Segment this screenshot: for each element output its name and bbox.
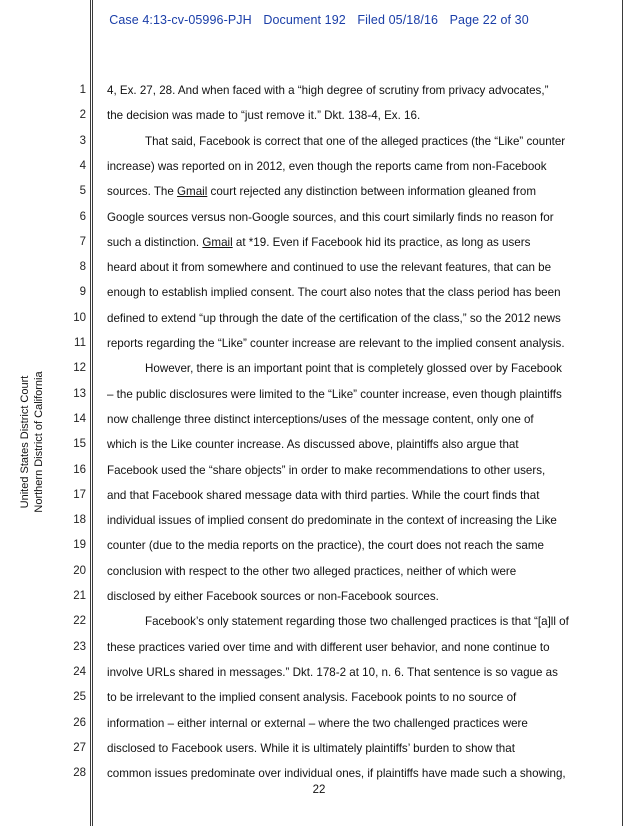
text-line: reports regarding the “Like” counter increase are relevant to the implied consent analysis. xyxy=(107,337,565,350)
page-number: 22 xyxy=(312,784,326,796)
text-line: That said, Facebook is correct that one of the alleged practices (the “Like” counter xyxy=(145,134,566,148)
text-line: information – either internal or external – where the two challenged practices were xyxy=(107,716,528,730)
case-citation-gmail: Gmail xyxy=(177,185,208,199)
line-number: 18 xyxy=(73,514,86,527)
line-number: 19 xyxy=(73,539,86,552)
text-line: defined to extend “up through the date of the certification of the class,” so the 2012 news xyxy=(107,311,561,325)
case-citation-gmail: Gmail xyxy=(202,235,233,249)
text-line: counter (due to the media reports on the practice), the court does not reach the same xyxy=(107,539,544,553)
text-line xyxy=(107,236,603,249)
court-sidebar xyxy=(8,352,56,532)
margin-rule-right xyxy=(622,0,623,826)
line-number: 24 xyxy=(73,665,86,678)
text-fragment: such a distinction. xyxy=(107,235,203,249)
line-number: 14 xyxy=(73,412,86,425)
text-line: to be irrelevant to the implied consent analysis. Facebook points to no source of xyxy=(107,691,517,705)
text-line: which is the Like counter increase. As discussed above, plaintiffs also argue that xyxy=(107,438,519,452)
text-line: 4, Ex. 27, 28. And when faced with a “high degree of scrutiny from privacy advocates,” xyxy=(107,84,549,97)
text-line: and that Facebook shared message data with third parties. While the court finds that xyxy=(107,488,540,502)
text-line: Facebook’s only statement regarding those two challenged practices is that “[a]ll of xyxy=(145,615,569,629)
text-line: individual issues of implied consent do predominate in the context of increasing the Like xyxy=(107,514,557,528)
text-line: Facebook used the “share objects” in order to make recommendations to other users, xyxy=(107,463,546,477)
margin-rule-left-2 xyxy=(92,0,93,826)
text-fragment: sources. The xyxy=(107,185,178,199)
text-line: enough to establish implied consent. The court also notes that the class period has been xyxy=(107,286,561,300)
text-line: involve URLs shared in messages.” Dkt. 178-2 at 10, n. 6. That sentence is so vague as xyxy=(107,665,558,679)
case-number: Case 4:13-cv-05996-PJH xyxy=(109,13,252,27)
text-line: common issues predominate over individual ones, if plaintiffs have made such a showing, xyxy=(107,767,566,781)
text-line: heard about it from somewhere and continued to use the relevant features, that can be xyxy=(107,261,552,275)
line-number: 11 xyxy=(74,337,86,349)
line-number: 6 xyxy=(79,210,86,223)
line-number: 4 xyxy=(79,159,86,172)
line-number: 9 xyxy=(79,286,86,299)
text-line: the decision was made to “just remove it.” Dkt. 138-4, Ex. 16. xyxy=(107,109,421,123)
text-line: disclosed by either Facebook sources or non-Facebook sources. xyxy=(107,590,439,603)
line-number: 26 xyxy=(73,716,86,729)
line-number: 17 xyxy=(73,488,86,501)
line-number: 3 xyxy=(79,134,86,147)
court-name: United States District Court xyxy=(19,375,31,509)
court-name-rotated xyxy=(18,352,46,532)
line-number: 15 xyxy=(73,438,86,451)
text-line: disclosed to Facebook users. While it is ultimately plaintiffs’ burden to show that xyxy=(107,741,515,755)
text-line xyxy=(107,185,603,198)
line-number: 25 xyxy=(73,691,86,704)
text-line: – the public disclosures were limited to the “Like” counter increase, even though plaintiffs xyxy=(107,387,562,401)
line-number: 22 xyxy=(73,615,86,628)
line-number: 1 xyxy=(79,84,86,96)
text-line: now challenge three distinct interceptions/uses of the message content, only one of xyxy=(107,412,534,426)
line-number: 13 xyxy=(73,387,86,400)
page-indicator: Page 22 of 30 xyxy=(449,13,529,27)
line-number: 23 xyxy=(73,640,86,653)
line-number: 12 xyxy=(73,362,86,375)
line-number: 7 xyxy=(79,235,86,248)
line-number: 5 xyxy=(79,185,86,198)
case-header xyxy=(0,13,638,27)
line-number: 16 xyxy=(73,463,86,476)
text-line: Google sources versus non-Google sources, and this court similarly finds no reason for xyxy=(107,210,554,224)
court-district: Northern District of California xyxy=(33,371,45,513)
line-number: 21 xyxy=(73,590,86,602)
text-line: these practices varied over time and with different user behavior, and none continue to xyxy=(107,640,550,654)
line-number: 8 xyxy=(79,261,86,274)
text-line: However, there is an important point that is completely glossed over by Facebook xyxy=(145,362,562,376)
line-number: 27 xyxy=(73,741,86,754)
filed-date: Filed 05/18/16 xyxy=(357,13,439,27)
text-fragment: court rejected any distinction between information gleaned from xyxy=(207,185,536,199)
line-number: 2 xyxy=(79,109,86,122)
text-line: increase) was reported on in 2012, even though the reports came from non-Facebook xyxy=(107,159,547,173)
text-line: conclusion with respect to the other two alleged practices, neither of which were xyxy=(107,564,517,578)
line-number: 10 xyxy=(73,311,86,324)
text-fragment: at *19. Even if Facebook hid its practice, as long as users xyxy=(232,235,531,249)
margin-rule-left-1 xyxy=(90,0,91,826)
line-number: 28 xyxy=(73,767,86,780)
line-number: 20 xyxy=(73,564,86,577)
document-number: Document 192 xyxy=(263,13,346,27)
